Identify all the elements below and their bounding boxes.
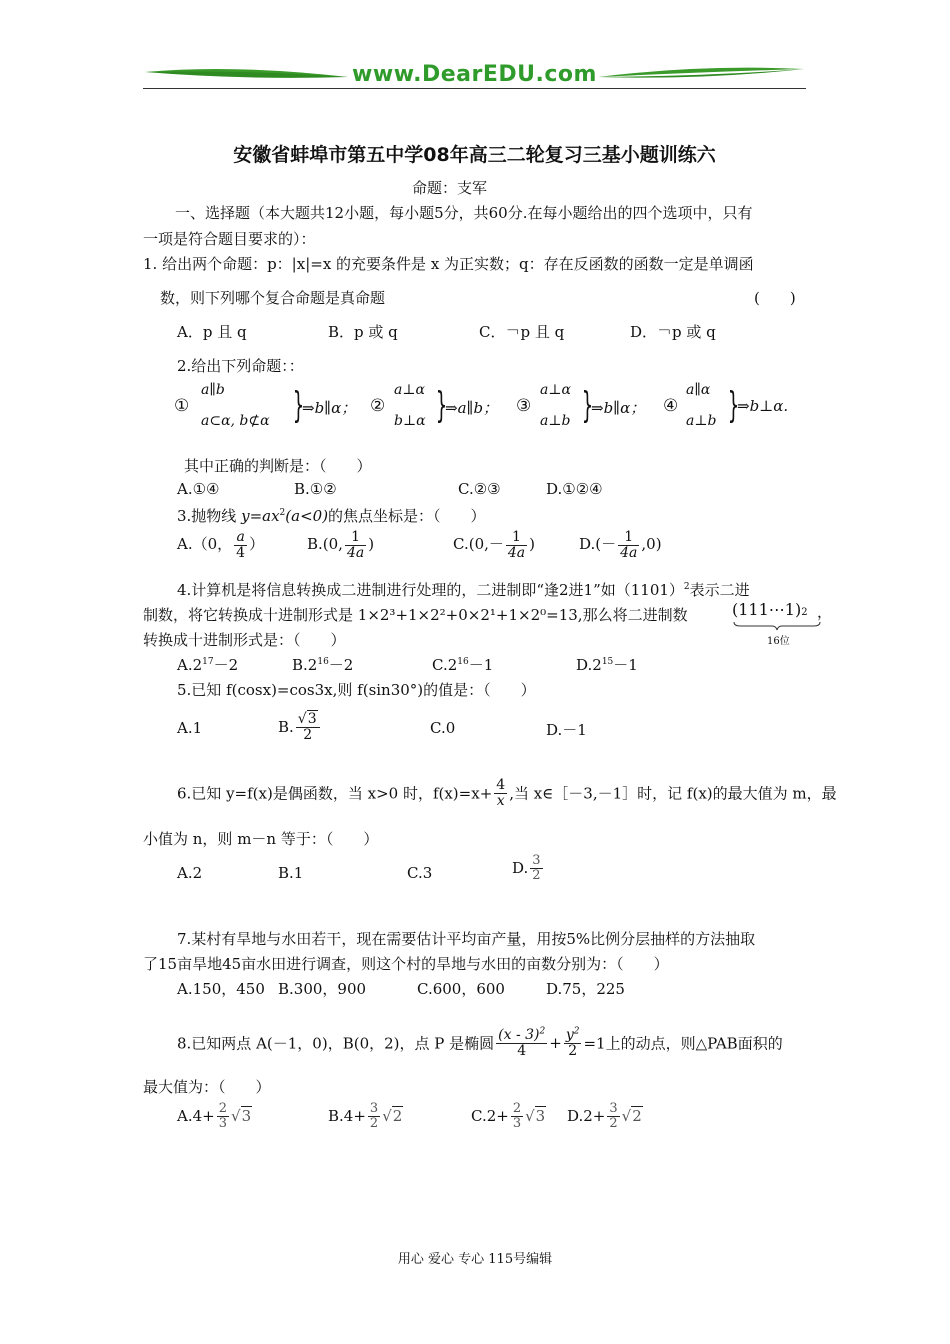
q5-optB-rad: 3 [307,711,317,727]
q8-optD-rad: 2 [632,1107,642,1126]
q3-optA-pre: A.（0， [177,535,233,554]
header-rule [143,88,806,89]
q6-stem-line2: 小值为 n，则 m－n 等于：（ ） [143,830,379,848]
q8-frac2-den: 2 [564,1043,582,1059]
q2-num-1: ① [174,396,190,416]
q2-p4-cond-a: a∥α [686,382,711,398]
q3-optB-num: 1 [351,529,361,545]
q2-p3-brace: } [581,385,594,426]
q4-optA-rest: －2 [213,656,239,674]
q6-option-d [512,854,545,882]
q8-option-d [567,1102,643,1130]
q8-optB-sqrt: √2 [382,1107,403,1126]
q4-line1-sup: 2 [683,582,690,592]
q8-option-a [177,1102,252,1130]
q2-p1-cond-a: a∥b [201,382,225,398]
q5-option-c: C.0 [430,719,456,737]
q3-optD-post: ,0) [641,535,662,554]
q8-optA-num: 2 [218,1101,227,1116]
q4-option-d [576,654,638,675]
q5-optB-pre: B. [278,718,294,737]
q2-p2-cond-a: a⊥α [394,382,425,398]
q5-optB-frac [296,712,320,742]
q3-optC-frac [506,530,527,560]
q3-optA-den: 4 [236,544,246,561]
q4-stem-line2: 制数，将它转换成十进制形式是 1×2³+1×2²+0×2¹+1×2⁰=13,那么将二进制数 [143,606,688,624]
q3-optA-frac [234,530,247,560]
q8-stem-line1 [177,1028,783,1058]
site-name: www.DearEDU.com [352,62,597,87]
q4-stem-line3: 转换成十进制形式是：（ ） [143,631,346,649]
q8-frac1-den: 4 [496,1043,547,1059]
q2-p3-cond-a: a⊥α [540,382,571,398]
q6-optD-frac [530,854,542,882]
q8-optA-sqrt: √3 [231,1107,252,1126]
q8-optA-frac [217,1102,229,1130]
page-title: 安徽省蚌埠市第五中学08年高三二轮复习三基小题训练六 [233,144,716,166]
q2-p4-cond-b: a⊥b [686,413,717,429]
q8-optD-frac [607,1102,619,1130]
q3-optB-frac [345,530,366,560]
q1-answer-paren: ( ) [754,289,796,307]
q8-frac1-num-text: (x - 3) [498,1027,540,1043]
q3-stem-b: 的焦点坐标是：（ ） [328,507,486,525]
q2-p4-brace: } [727,385,740,426]
q7-option-c: C.600，600 [417,980,505,998]
q3-option-a [177,530,264,560]
q3-optC-pre: C.(0,－ [453,535,504,554]
q2-p1-cond-b: a⊂α, b⊄α [201,413,270,429]
q4-optD-base: D.2 [576,656,602,674]
q1-option-b: B．p 或 q [328,323,398,341]
q4-optD-exp: 15 [601,657,614,667]
q4-optD-rest: －1 [613,656,638,674]
q8-optD-pre: D.2+ [567,1107,606,1126]
q3-optC-den: 4a [507,544,526,561]
q2-num-3: ③ [516,396,532,416]
q3-optD-frac [618,530,639,560]
q4-binary-note: 16位 [767,636,790,647]
q7-option-b: B.300，900 [278,980,367,998]
q3-stem-a: 3.抛物线 [177,507,242,525]
q3-optB-pre: B.(0, [307,535,343,554]
q1-stem-line2: 数，则下列哪个复合命题是真命题 [160,289,386,307]
q6-stem-a: 6.已知 y=f(x)是偶函数，当 x>0 时，f(x)=x+ [177,784,493,803]
q2-option-b: B.①② [294,480,337,498]
q2-p1-brace: } [292,385,305,426]
q6-optD-num: 3 [532,853,541,868]
q4-optB-rest: －2 [328,656,354,674]
q8-optD-sqrt: √2 [621,1107,642,1126]
q6-optD-pre: D. [512,859,529,878]
q1-option-d: D．￢p 或 q [630,323,716,341]
q5-stem: 5.已知 f(cosx)=cos3x,则 f(sin30°)的值是：（ ） [177,681,536,699]
q8-frac1-sup: 2 [539,1026,546,1037]
q8-stem-line2: 最大值为：（ ） [143,1078,271,1096]
q8-optA-pre: A.4+ [177,1107,215,1126]
q3-optD-den: 4a [620,544,638,561]
q3-stem [177,505,486,526]
q3-optB-post: ) [368,535,375,554]
q8-optD-den: 2 [609,1115,618,1131]
q4-binary-comma: ， [817,603,833,621]
q6-optD-den: 2 [532,867,541,883]
q7-option-d: D.75，225 [546,980,625,998]
q5-optB-num: √3 [297,711,317,727]
q2-p2-result: ⇒a∥b； [445,399,499,417]
q3-option-d [579,530,662,560]
q8-optC-frac [511,1102,523,1130]
q2-p1-result: ⇒b∥α； [302,399,357,417]
q3-stem-eq: y=ax [241,507,280,525]
q8-optB-num: 3 [369,1101,379,1116]
q4-line1-end: 表示二进 [689,581,750,599]
q8-frac2-num [564,1028,582,1043]
q2-judge: 其中正确的判断是：（ ） [184,457,372,475]
q6-frac-den: x [494,793,507,809]
q2-stem: 2.给出下列命题：： [177,357,304,375]
q4-line1-text: 4.计算机是将信息转换成二进制进行处理的，二进制即“逢2进1”如（1101） [177,581,684,599]
q5-option-d: D.－1 [546,721,587,739]
q5-optB-den: 2 [296,727,320,743]
q8-optD-num: 3 [609,1101,618,1116]
q4-optA-base: A.2 [177,656,203,674]
q8-stem-b: =1上的动点，则△PAB面积的 [583,1034,783,1053]
author-line: 命题：支军 [412,179,488,197]
q3-optD-pre: D.(－ [579,535,617,554]
q2-num-4: ④ [663,396,679,416]
q3-optB-den: 4a [346,544,365,561]
q8-optC-num: 2 [512,1101,522,1116]
q3-option-c [453,530,535,560]
q1-option-c: C．￢p 且 q [479,323,565,341]
q8-optB-den: 2 [369,1115,379,1131]
q2-p4-result: ⇒b⊥α. [737,397,789,415]
q2-p3-result: ⇒b∥α； [591,399,646,417]
q8-optC-rad: 3 [535,1107,546,1126]
q8-stem-a: 8.已知两点 A(－1，0)，B(0，2)，点 P 是椭圆 [177,1034,495,1053]
q2-num-2: ② [370,396,386,416]
q3-optA-num: a [236,529,245,545]
q6-option-a: A.2 [177,864,203,882]
q8-plus: + [549,1034,562,1053]
q8-optB-frac [368,1102,380,1130]
q4-optA-exp: 17 [202,657,214,667]
q4-optC-base: C.2 [432,656,458,674]
q3-optA-post: ） [249,535,265,554]
q7-stem-line2: 了15亩旱地45亩水田进行调查，则这个村的旱地与水田的亩数分别为：（ ） [143,955,669,973]
q6-frac-num: 4 [496,777,506,793]
q4-stem-line1 [177,579,750,600]
q8-frac2-sup: 2 [573,1026,580,1037]
q8-optC-sqrt: √3 [525,1107,546,1126]
q1-option-a: A．p 且 q [177,323,247,341]
q5-option-b [278,712,322,742]
q4-optB-exp: 16 [317,657,329,667]
q1-stem-line1: 1. 给出两个命题：p：|x|=x 的充要条件是 x 为正实数；q：存在反函数的函数一定是单调函 [143,255,754,273]
q8-frac1-num [496,1028,547,1043]
q6-frac [494,778,507,808]
q4-binary-digits: (111⋯1) [732,600,802,619]
q2-p2-cond-b: b⊥α [394,413,426,429]
section-intro-line2: 一项是符合题目要求的）： [143,230,316,248]
q4-optC-rest: －1 [468,656,494,674]
q4-optB-base: B.2 [292,656,318,674]
q3-optD-num: 1 [624,529,634,545]
q8-frac2-num-text: y [565,1027,574,1043]
q8-option-c [471,1102,546,1130]
q8-optA-rad: 3 [241,1107,252,1126]
q8-frac2 [564,1028,582,1058]
section-intro-line1: 一、选择题（本大题共12小题，每小题5分，共60分.在每小题给出的四个选项中，只有 [175,204,753,222]
q6-stem-line1 [177,778,837,808]
q8-optB-pre: B.4+ [328,1107,366,1126]
q4-option-a [177,654,238,675]
q8-option-b [328,1102,403,1130]
q4-option-b [292,654,353,675]
q2-option-a: A.①④ [177,480,220,498]
q3-option-b [307,530,374,560]
q5-option-a: A.1 [177,719,203,737]
q8-optA-den: 3 [218,1115,227,1131]
q7-option-a: A.150，450 [177,980,265,998]
q4-optC-exp: 16 [457,657,469,667]
q8-optC-den: 3 [512,1115,522,1131]
q4-underbrace [732,620,822,632]
q2-p3-cond-b: a⊥b [540,413,571,429]
q3-optC-post: ) [529,535,535,554]
q2-option-d: D.①②④ [546,480,603,498]
q6-option-b: B.1 [278,864,304,882]
q8-optB-rad: 2 [392,1107,403,1126]
q4-binary-sub: 2 [801,607,808,618]
q8-frac1 [496,1028,547,1058]
q4-binary-number [732,600,808,619]
q8-optC-pre: C.2+ [471,1107,509,1126]
q6-option-c: C.3 [407,864,433,882]
page-footer: 用心 爱心 专心 115号编辑 [397,1252,553,1267]
q6-stem-b: ,当 x∈［－3,－1］时，记 f(x)的最大值为 m，最 [509,784,837,803]
q4-option-c [432,654,493,675]
q2-option-c: C.②③ [458,480,501,498]
q3-optC-num: 1 [512,529,521,545]
q3-stem-cond: (a<0) [285,507,329,525]
q3-stem-sup: 2 [279,508,286,518]
q7-stem-line1: 7.某村有旱地与水田若干，现在需要估计平均亩产量，用按5%比例分层抽样的方法抽取 [177,930,756,948]
q2-p2-brace: } [435,385,448,426]
